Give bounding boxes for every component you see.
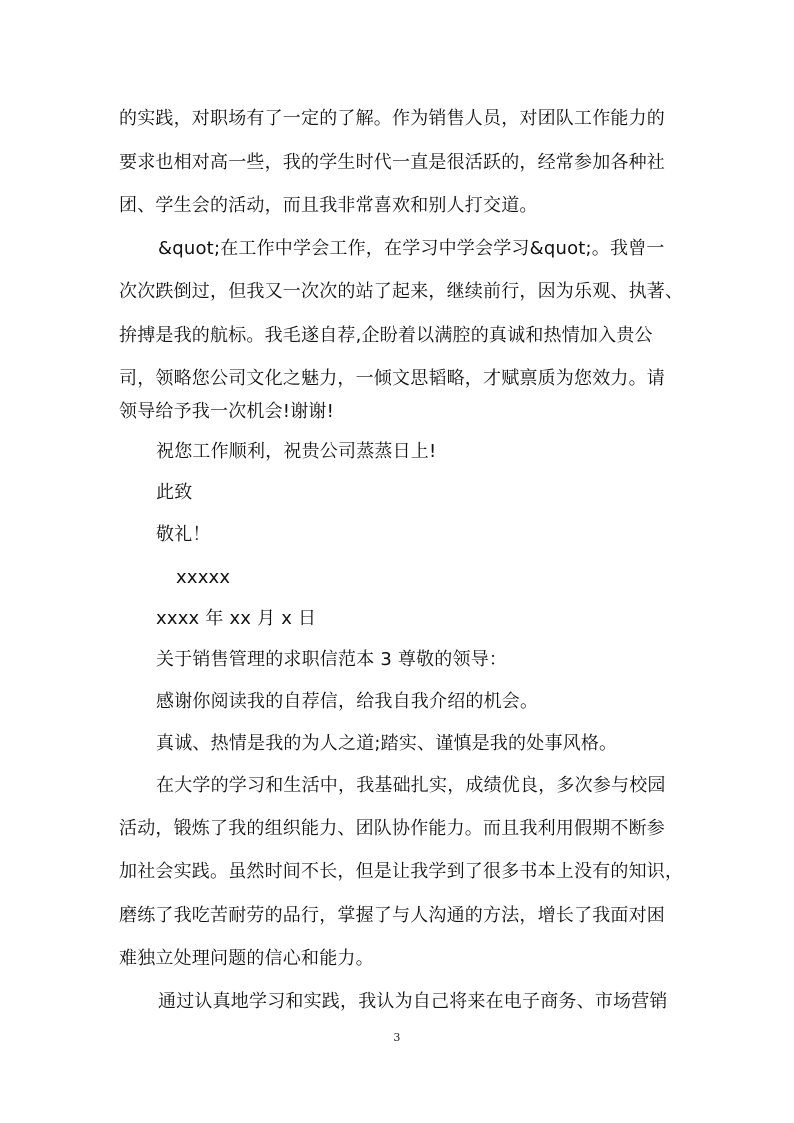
text-line: 的实践，对职场有了一定的了解。作为销售人员，对团队工作能力的: [119, 108, 665, 129]
text-line: 难独立处理问题的信心和能力。: [119, 948, 374, 969]
text-line: 拚搏是我的航标。我毛遂自荐,企盼着以满腔的真诚和热情加入贵公: [119, 325, 653, 346]
text-line: 要求也相对高一些，我的学生时代一直是很活跃的，经常参加各种社: [119, 152, 665, 173]
text-line: 司，领略您公司文化之魅力，一倾文思韬略，才赋禀质为您效力。请: [119, 368, 665, 389]
page-number: 3: [393, 1031, 401, 1044]
text-line: 磨练了我吃苦耐劳的品行，掌握了与人沟通的方法，增长了我面对困: [119, 905, 665, 926]
text-line: 通过认真地学习和实践，我认为自己将来在电子商务、市场营销: [158, 991, 668, 1012]
text-line: 感谢你阅读我的自荐信，给我自我介绍的机会。: [156, 691, 539, 712]
text-line: 领导给予我一次机会!谢谢!: [119, 401, 335, 422]
salutation-2: 敬礼！: [156, 524, 211, 545]
section-heading: 关于销售管理的求职信范本 3 尊敬的领导：: [156, 649, 508, 670]
text-line: 在大学的学习和生活中，我基础扎实，成绩优良，多次参与校园: [156, 775, 666, 796]
text-line: 加社会实践。虽然时间不长，但是让我学到了很多书本上没有的知识，: [119, 861, 684, 882]
text-line: 活动，锻炼了我的组织能力、团队协作能力。而且我利用假期不断参: [119, 818, 665, 839]
salutation-1: 此致: [156, 482, 193, 503]
text-line: 次次跌倒过，但我又一次次的站了起来，继续前行，因为乐观、执著、: [119, 281, 684, 302]
closing-wish: 祝您工作顺利，祝贵公司蒸蒸日上!: [156, 441, 437, 462]
signature-date: xxxx 年 xx 月 x 日: [156, 608, 317, 629]
text-line: &quot;在工作中学会工作，在学习中学会学习&quot;。我曾一: [158, 238, 665, 259]
text-line: 团、学生会的活动，而且我非常喜欢和别人打交道。: [119, 195, 538, 216]
signature-name: xxxxx: [176, 567, 231, 588]
text-line: 真诚、热情是我的为人之道;踏实、谨慎是我的处事风格。: [156, 733, 618, 754]
